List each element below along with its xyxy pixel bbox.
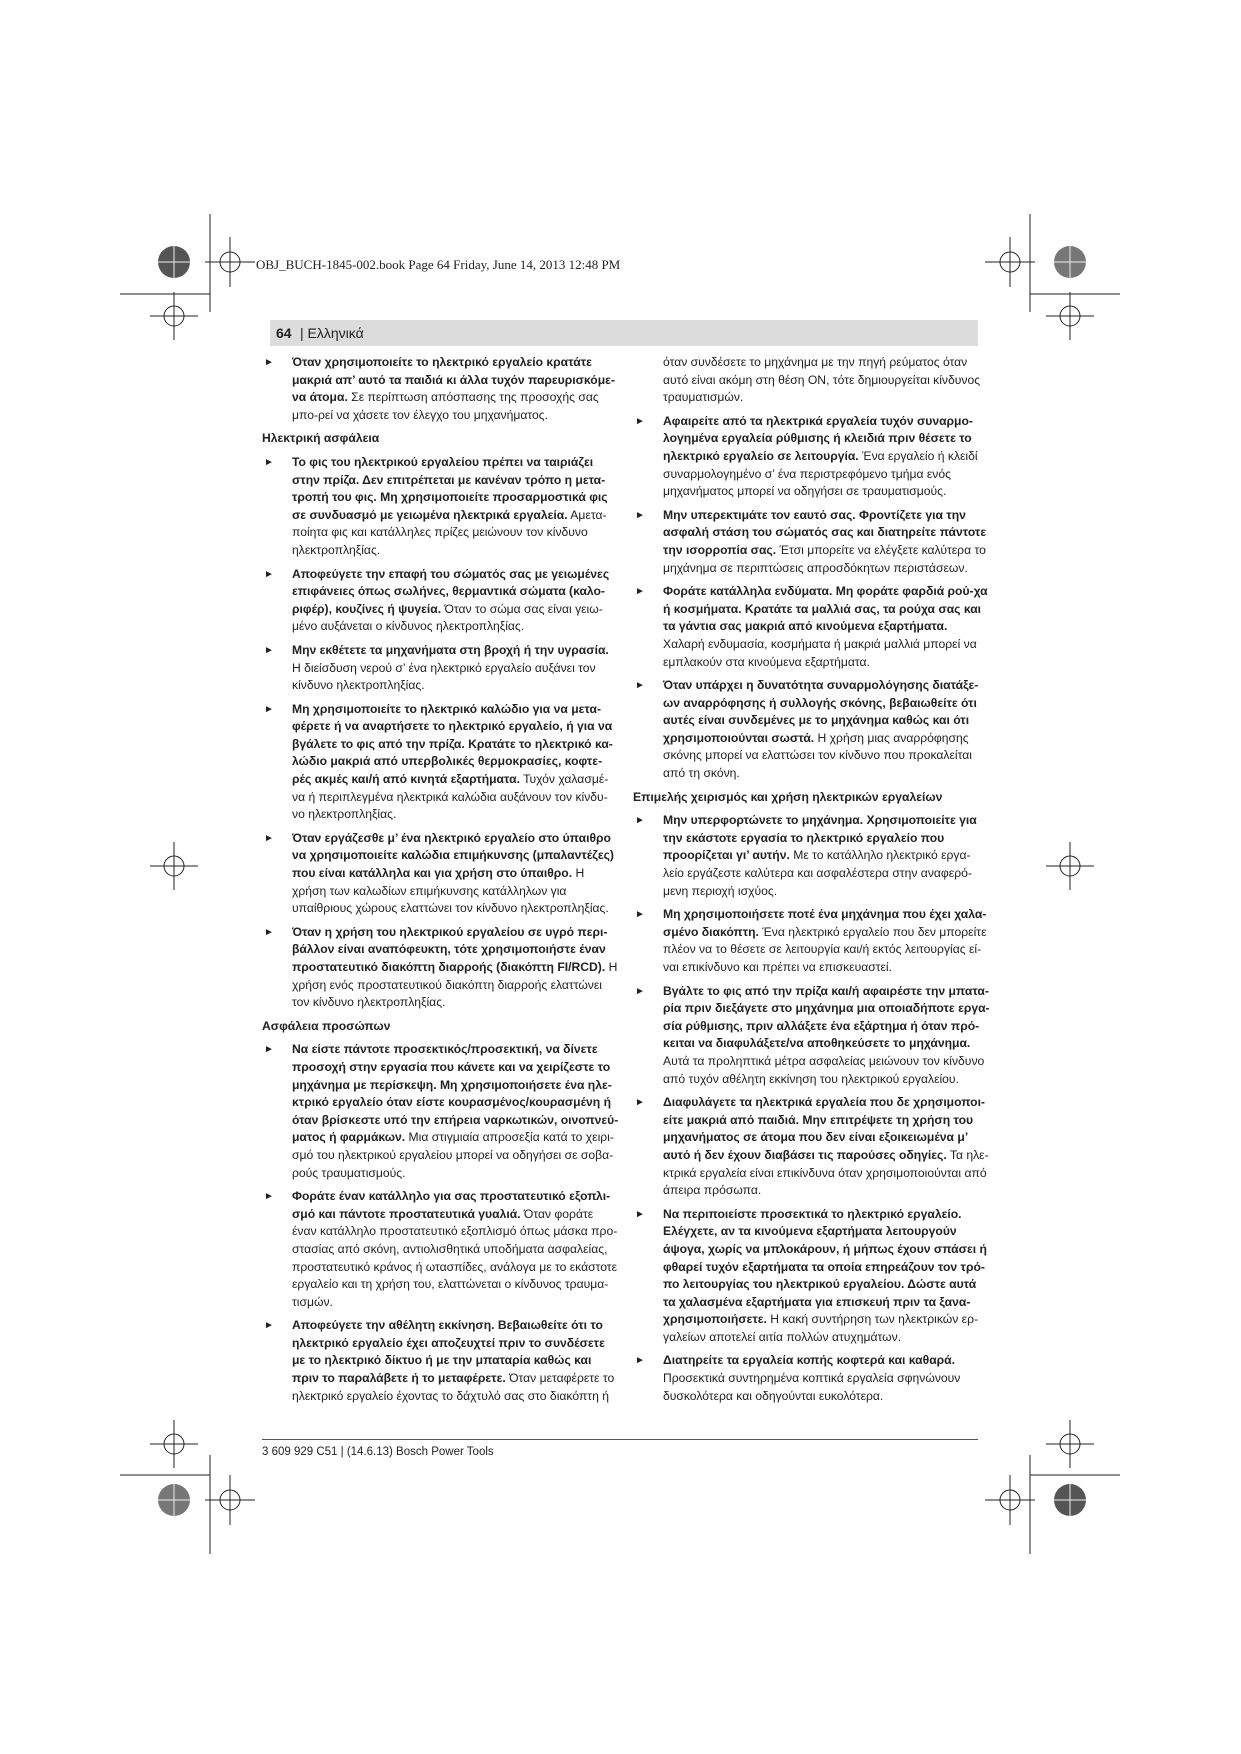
item-bold-text: Αφαιρείτε από τα ηλεκτρικά εργαλεία τυχόν συναρμο-λογημένα εργαλεία ρύθμισης ή κλειδιά πριν θέσετε το ηλεκτρικό εργαλείο σε λειτουργία. [663,413,973,463]
item-body-text: Ένα εργαλείο ή κλειδί συναρμολογημένο σ’ ένα περιστρεφόμενο τμήμα ενός μηχανήματος μπορεί να οδηγήσει σε τραυματισμούς. [663,448,978,499]
item-body-text: Μια στιγμιαία απροσεξία κατά το χειρι-σμό του ηλεκτρικού εργαλείου μπορεί να οδηγήσει σε σοβα-ρούς τραυματισμούς. [292,1130,614,1180]
section-heading: Επιμελής χειρισμός και χρήση ηλεκτρικών εργαλείων [633,789,943,804]
list-item [633,1206,991,1347]
item-body-text: Η χρήση των καλωδίων επιμήκυνσης κατάλληλων για υπαίθριους χώρους ελαττώνει τον κίνδυνο ηλεκτροπληξίας. [292,866,609,916]
item-body-text: Η χρήση μιας αναρρόφησης σκόνης μπορεί να ελαττώσει τον κίνδυνο που προκαλείται από τη σκόνη. [663,730,972,781]
bullet-arrow-icon: ► [264,568,274,580]
list-item [633,1094,991,1200]
item-bold-text: Διατηρείτε τα εργαλεία κοπής κοφτερά και καθαρά. [663,1353,956,1368]
item-body-text: Προσεκτικά συντηρημένα κοπτικά εργαλεία σφηνώνουν δυσκολότερα και οδηγούνται ευκολότερα. [663,1371,961,1403]
item-bold-text: Το φις του ηλεκτρικού εργαλείου πρέπει να ταιριάζει στην πρίζα. Δεν επιτρέπεται με κανέναν τρόπο η μετα-τροπή του φις. Μη χρησιμοποιείτε προσαρμοστικά φις σε συνδυασμό με γειωμένα ηλεκτρικά εργαλεία. [292,454,608,522]
bullet-arrow-icon: ► [264,832,274,844]
item-bold-text: Όταν χρησιμοποιείτε το ηλεκτρικό εργαλείο κρατάτε μακριά απ’ αυτό τα παιδιά κι άλλα τυχόν παρευρισκόμε-να άτομα. [292,355,615,405]
item-body-text: Αυτά τα προληπτικά μέτρα ασφαλείας μειώνουν τον κίνδυνο από τυχόν αθέλητη εκκίνηση του ηλεκτρικού εργαλείου. [663,1053,985,1086]
page-language: | Ελληνικά [300,325,364,341]
list-item [633,812,991,900]
bullet-arrow-icon: ► [635,909,645,921]
item-body-text: Έτσι μπορείτε να ελέγξετε καλύτερα το μηχάνημα σε περιπτώσεις απροσδόκητων περιστάσεων. [663,542,986,575]
item-body-text: Όταν το σώμα σας είναι γειω-μένο αυξάνεται ο κίνδυνος ηλεκτροπληξίας. [292,601,603,634]
footer-rule [262,1439,978,1440]
bullet-arrow-icon: ► [635,586,645,598]
item-body-text: Τα ηλε-κτρικά εργαλεία είναι επικίνδυνα όταν χρησιμοποιούνται από άπειρα πρόσωπα. [663,1147,989,1198]
item-bold-text: Αποφεύγετε την αθέλητη εκκίνηση. Βεβαιωθείτε ότι το ηλεκτρικό εργαλείο έχει αποζευχτεί πριν το συνδέσετε με το ηλεκτρικό δίκτυο ή με την μπαταρία καθώς και πριν το παραλάβετε ή το μεταφέρετε. [292,1318,605,1386]
bullet-arrow-icon: ► [635,1208,645,1220]
list-item [633,1352,991,1405]
bullet-arrow-icon: ► [635,680,645,692]
bullet-arrow-icon: ► [264,1191,274,1203]
right-column [633,354,991,1411]
item-bold-text: Διαφυλάγετε τα ηλεκτρικά εργαλεία που δε χρησιμοποι-είτε μακριά από παιδιά. Μην επιτρέψετε τη χρήση του μηχανήματος σε άτομα που δεν είναι εξοικειωμένα μ’ αυτό ή δεν έχουν διαβάσει τις παρούσες οδηγίες. [663,1095,985,1162]
item-bold-text: Μη χρησιμοποιείτε το ηλεκτρικό καλώδιο για να μετα-φέρετε ή να αναρτήσετε το ηλεκτρικό εργαλείο, ή για να βγάλετε το φις από την πρίζα. Κρατάτε το ηλεκτρικό κα-λώδιο μακριά από υπερβολικές θερμοκρασίες, κοφτε-ρές ακμές και/ή από κινητά εξαρτήματα. [292,701,613,787]
list-item [262,1041,620,1182]
bullet-arrow-icon: ► [264,456,274,468]
bullet-arrow-icon: ► [264,926,274,938]
item-body-text: Η κακή συντήρηση των ηλεκτρικών ερ-γαλείων αποτελεί αιτία πολλών ατυχημάτων. [663,1312,979,1344]
item-body-text: Ένα ηλεκτρικό εργαλείο που δεν μπορείτε πλέον να το θέσετε σε λειτουργία και/ή εκτός λειτουργίας εί-ναι επικίνδυνο και πρέπει να επισκευαστεί. [663,924,987,974]
bullet-arrow-icon: ► [264,644,274,656]
bullet-arrow-icon: ► [635,1097,645,1109]
item-body-text: Αμετα-ποίητα φις και κατάλληλες πρίζες μειώνουν τον κίνδυνο ηλεκτροπληξίας. [292,507,607,557]
footer-text: 3 609 929 C51 | (14.6.13) Bosch Power Tools [262,1446,494,1458]
list-item [262,454,620,560]
item-body-text: Χαλαρή ενδυμασία, κοσμήματα ή μακριά μαλλιά μπορεί να εμπλακούν στα κινούμενα εξαρτήματα. [663,636,977,669]
list-item [262,924,620,1012]
item-bold-text: Μην εκθέτετε τα μηχανήματα στη βροχή ή την υγρασία. [292,642,609,657]
bullet-arrow-icon: ► [635,815,645,827]
item-body-text: Σε περίπτωση απόσπασης της προσοχής σας μπο-ρεί να χάσετε τον έλεγχο του μηχανήματος. [292,390,599,422]
item-bold-text: Όταν η χρήση του ηλεκτρικού εργαλείου σε υγρό περι-βάλλον είναι αναπόφευκτη, τότε χρησιμοποιήστε έναν προστατευτικό διακόπτη διαρροής (διακόπτη FI/RCD). [292,924,608,974]
bullet-arrow-icon: ► [264,1044,274,1056]
item-bold-text: Να περιποιείστε προσεκτικά το ηλεκτρικό εργαλείο. Ελέγχετε, αν τα κινούμενα εξαρτήματα λειτουργούν άψογα, χωρίς να μπλοκάρουν, ή μήπως έχουν σπάσει ή φθαρεί τυχόν εξαρτήματα τα οποία επηρεάζουν τον τρό-πο λειτουργίας του ηλεκτρικού εργαλείου. Δώστε αυτά τα χαλασμένα εξαρτήματα για επισκευή πριν τα ξανα-χρησιμοποιήσετε. [663,1206,987,1327]
bullet-arrow-icon: ► [635,1355,645,1367]
bullet-arrow-icon: ► [264,703,274,715]
page-number: 64 [276,325,292,341]
bullet-arrow-icon: ► [635,509,645,521]
bullet-arrow-icon: ► [635,415,645,427]
item-bold-text: Αποφεύγετε την επαφή του σώματός σας με γειωμένες επιφάνειες όπως σωλήνες, θερμαντικά σώματα (καλο-ριφέρ), κουζίνες ή ψυγεία. [292,566,610,616]
bullet-arrow-icon: ► [635,985,645,997]
left-column [262,354,620,1411]
bullet-arrow-icon: ► [264,1320,274,1332]
item-bold-text: Μην υπερεκτιμάτε τον εαυτό σας. Φροντίζετε για την ασφαλή στάση του σώματός σας και διατηρείτε πάντοτε την ισορροπία σας. [663,507,987,557]
section-heading: Ηλεκτρική ασφάλεια [262,431,380,446]
print-file-header: OBJ_BUCH-1845-002.book Page 64 Friday, June 14, 2013 12:48 PM [256,257,621,272]
list-item [262,830,620,918]
list-item [633,583,991,671]
item-bold-text: Φοράτε έναν κατάλληλο για σας προστατευτικό εξοπλι-σμό και πάντοτε προστατευτικά γυαλιά. [292,1189,611,1221]
item-bold-text: Να είστε πάντοτε προσεκτικός/προσεκτική, να δίνετε προσοχή στην εργασία που κάνετε και να χειρίζεστε το μηχάνημα με περίσκεψη. Μη χρησιμοποιήσετε ένα ηλε-κτρικό εργαλείο όταν είστε κουρασμένος/κουρασμένη ή όταν βρίσκεστε υπό την επήρεια ναρκωτικών, οινοπνεύ-ματος ή φαρμάκων. [292,1042,619,1145]
item-body-text: Όταν φοράτε έναν κατάλληλο προστατευτικό εξοπλισμό όπως μάσκα προ-στασίας από σκόνη, αντιολισθητικά υποδήματα ασφαλείας, προστατευτικό κράνος ή ωτασπίδες, ανάλογα με το εκάστοτε εργαλείο και τη χρήση του, ελαττώνεται ο κίνδυνος τραυμα-τισμών. [292,1206,618,1309]
list-item [633,413,991,501]
section-heading: Ασφάλεια προσώπων [262,1018,391,1033]
page-header-band [270,320,978,346]
list-item [262,354,620,424]
item-bold-text: Βγάλτε το φις από την πρίζα και/ή αφαιρέστε την μπατα-ρία πριν διεξάγετε στο μηχάνημα μια οποιαδήποτε εργα-σία ρύθμισης, πριν αλλάξετε ένα εξάρτημα ή όταν πρό-κειται να διαφυλάξετε/να αποθηκεύσετε το μηχάνημα. [663,983,990,1051]
list-item [262,642,620,695]
list-item [262,1317,620,1405]
item-bold-text: Μην υπερφορτώνετε το μηχάνημα. Χρησιμοποιείτε για την εκάστοτε εργασία το ηλεκτρικό εργαλείο που προορίζεται γι’ αυτήν. [663,813,977,863]
list-item [633,677,991,783]
item-body-text: Η χρήση ενός προστατευτικού διακόπτη διαρροής ελαττώνει τον κίνδυνο ηλεκτροπληξίας. [292,960,618,1010]
item-body-text: Η διείσδυση νερού σ’ ένα ηλεκτρικό εργαλείο αυξάνει τον κίνδυνο ηλεκτροπληξίας. [292,660,596,693]
item-body-text: Τυχόν χαλασμέ-να ή περιπλεγμένα ηλεκτρικά καλώδια αυξάνουν τον κίνδυ-νο ηλεκτροπληξίας. [292,772,609,822]
item-bold-text: Όταν εργάζεσθε μ’ ένα ηλεκτρικό εργαλείο στο ύπαιθρο να χρησιμοποιείτε καλώδια επιμήκυνσης (μπαλαντέζες) που είναι κατάλληλα και για χρήση στο ύπαιθρο. [292,830,614,881]
item-body-text: Όταν μεταφέρετε το ηλεκτρικό εργαλείο έχοντας το δάχτυλό σας στο διακόπτη ή [292,1371,615,1403]
list-item [633,906,991,976]
item-bold-text: Μη χρησιμοποιήσετε ποτέ ένα μηχάνημα που έχει χαλα-σμένο διακόπτη. [663,907,987,939]
item-bold-text: Φοράτε κατάλληλα ενδύματα. Μη φοράτε φαρδιά ρού-χα ή κοσμήματα. Κρατάτε τα μαλλιά σας, τα ρούχα σας και τα γάντια σας μακριά από κινούμενα εξαρτήματα. [663,584,988,634]
bullet-arrow-icon: ► [264,357,274,368]
list-item [262,566,620,636]
item-body-text: Με το κατάλληλο ηλεκτρικό εργα-λείο εργάζεστε καλύτερα και ασφαλέστερα στην αναφερό-μενη περιοχή ισχύος. [663,848,972,898]
list-item [262,1188,620,1311]
list-item [633,507,991,577]
list-item [262,701,620,824]
list-item [633,983,991,1089]
continued-paragraph: όταν συνδέσετε το μηχάνημα με την πηγή ρεύματος όταν αυτό είναι ακόμη στη θέση ΟΝ, τότε δημιουργείται κίνδυνος τραυματισμών. [663,355,981,405]
item-bold-text: Όταν υπάρχει η δυνατότητα συναρμολόγησης διατάξε-ων αναρρόφησης ή συλλογής σκόνης, βεβαιωθείτε ότι αυτές είναι συνδεμένες με το μηχάνημα καθώς και ότι χρησιμοποιούνται σωστά. [663,678,979,745]
